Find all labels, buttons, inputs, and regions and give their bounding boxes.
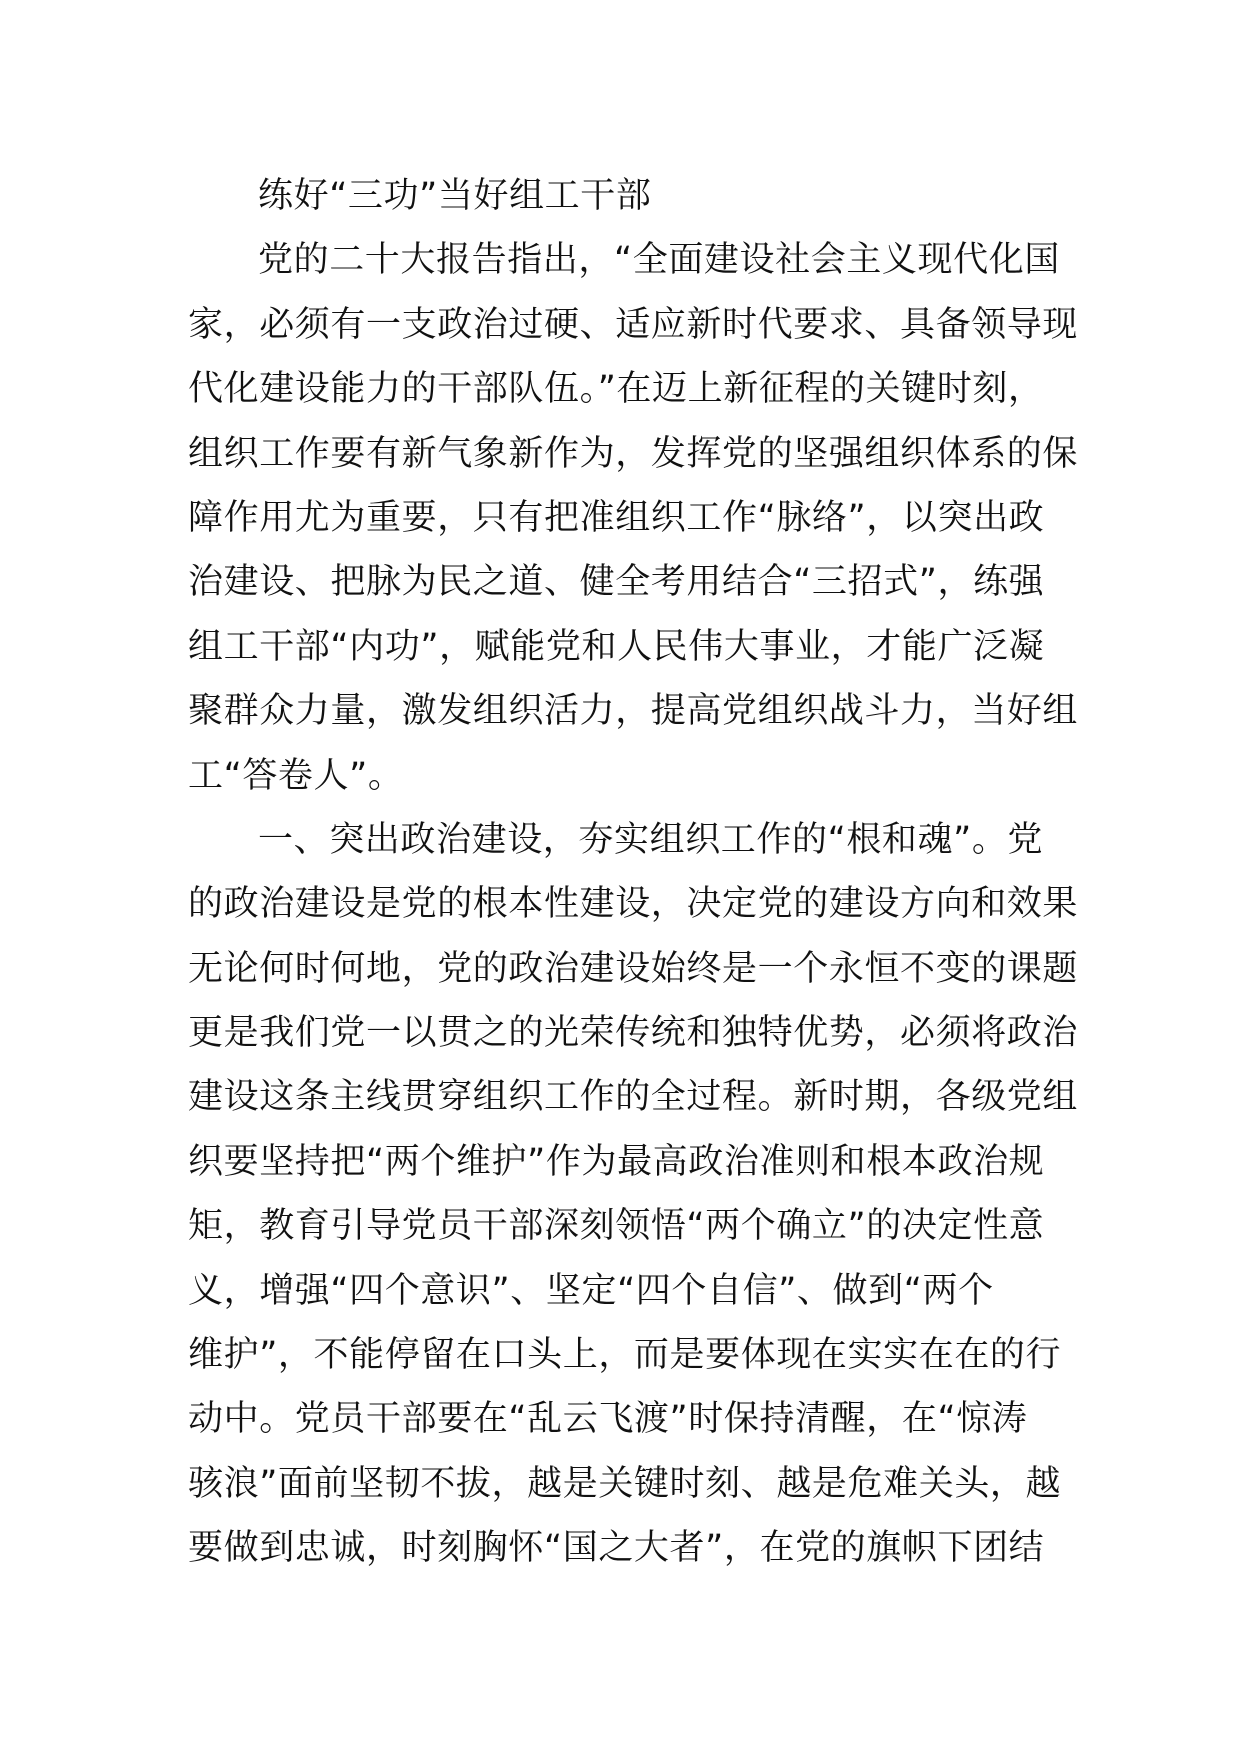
paragraph-line: 矩，教育引导党员干部深刻领悟“两个确立”的决定性意 [188, 1206, 1045, 1247]
paragraph-line: 无论何时何地，党的政治建设始终是一个永恒不变的课题 [188, 948, 1079, 989]
paragraph-line: 建设这条主线贯穿组织工作的全过程。新时期，各级党组 [188, 1077, 1079, 1118]
paragraph-line: 代化建设能力的干部队伍。”在迈上新征程的关键时刻， [188, 369, 1044, 410]
paragraph-line: 组织工作要有新气象新作为，发挥党的坚强组织体系的保 [188, 433, 1079, 474]
document-body [188, 164, 1079, 1581]
paragraph-line: 党的二十大报告指出，“全面建设社会主义现代化国 [258, 240, 1060, 281]
paragraph-line: 一、突出政治建设，夯实组织工作的“根和魂”。党 [258, 819, 1044, 860]
paragraph-intro [188, 228, 1079, 808]
paragraph-section-one [188, 808, 1079, 1581]
paragraph-line: 要做到忠诚，时刻胸怀“国之大者”，在党的旗帜下团结 [188, 1528, 1045, 1569]
paragraph-line: 的政治建设是党的根本性建设，决定党的建设方向和效果 [188, 884, 1079, 925]
document-title: 练好“三功”当好组工干部 [258, 176, 652, 216]
paragraph-line: 更是我们党一以贯之的光荣传统和独特优势，必须将政治 [188, 1013, 1079, 1054]
paragraph-line: 工“答卷人”。 [188, 755, 404, 796]
paragraph-line: 障作用尤为重要，只有把准组织工作“脉络”，以突出政 [188, 497, 1045, 538]
paragraph-line: 骇浪”面前坚韧不拔，越是关键时刻、越是危难关头，越 [188, 1463, 1062, 1504]
paragraph-line: 维护”，不能停留在口头上，而是要体现在实实在在的行 [188, 1335, 1062, 1376]
paragraph-line: 动中。党员干部要在“乱云飞渡”时保持清醒，在“惊涛 [188, 1399, 1028, 1440]
paragraph-line: 家，必须有一支政治过硬、适应新时代要求、具备领导现 [188, 304, 1079, 345]
paragraph-line: 治建设、把脉为民之道、健全考用结合“三招式”，练强 [188, 562, 1045, 603]
paragraph-line: 组工干部“内功”，赋能党和人民伟大事业，才能广泛凝 [188, 626, 1045, 667]
paragraph-line: 义，增强“四个意识”、坚定“四个自信”、做到“两个 [188, 1270, 994, 1311]
paragraph-line: 织要坚持把“两个维护”作为最高政治准则和根本政治规 [188, 1141, 1045, 1182]
paragraph-line: 聚群众力量，激发组织活力，提高党组织战斗力，当好组 [188, 691, 1079, 732]
